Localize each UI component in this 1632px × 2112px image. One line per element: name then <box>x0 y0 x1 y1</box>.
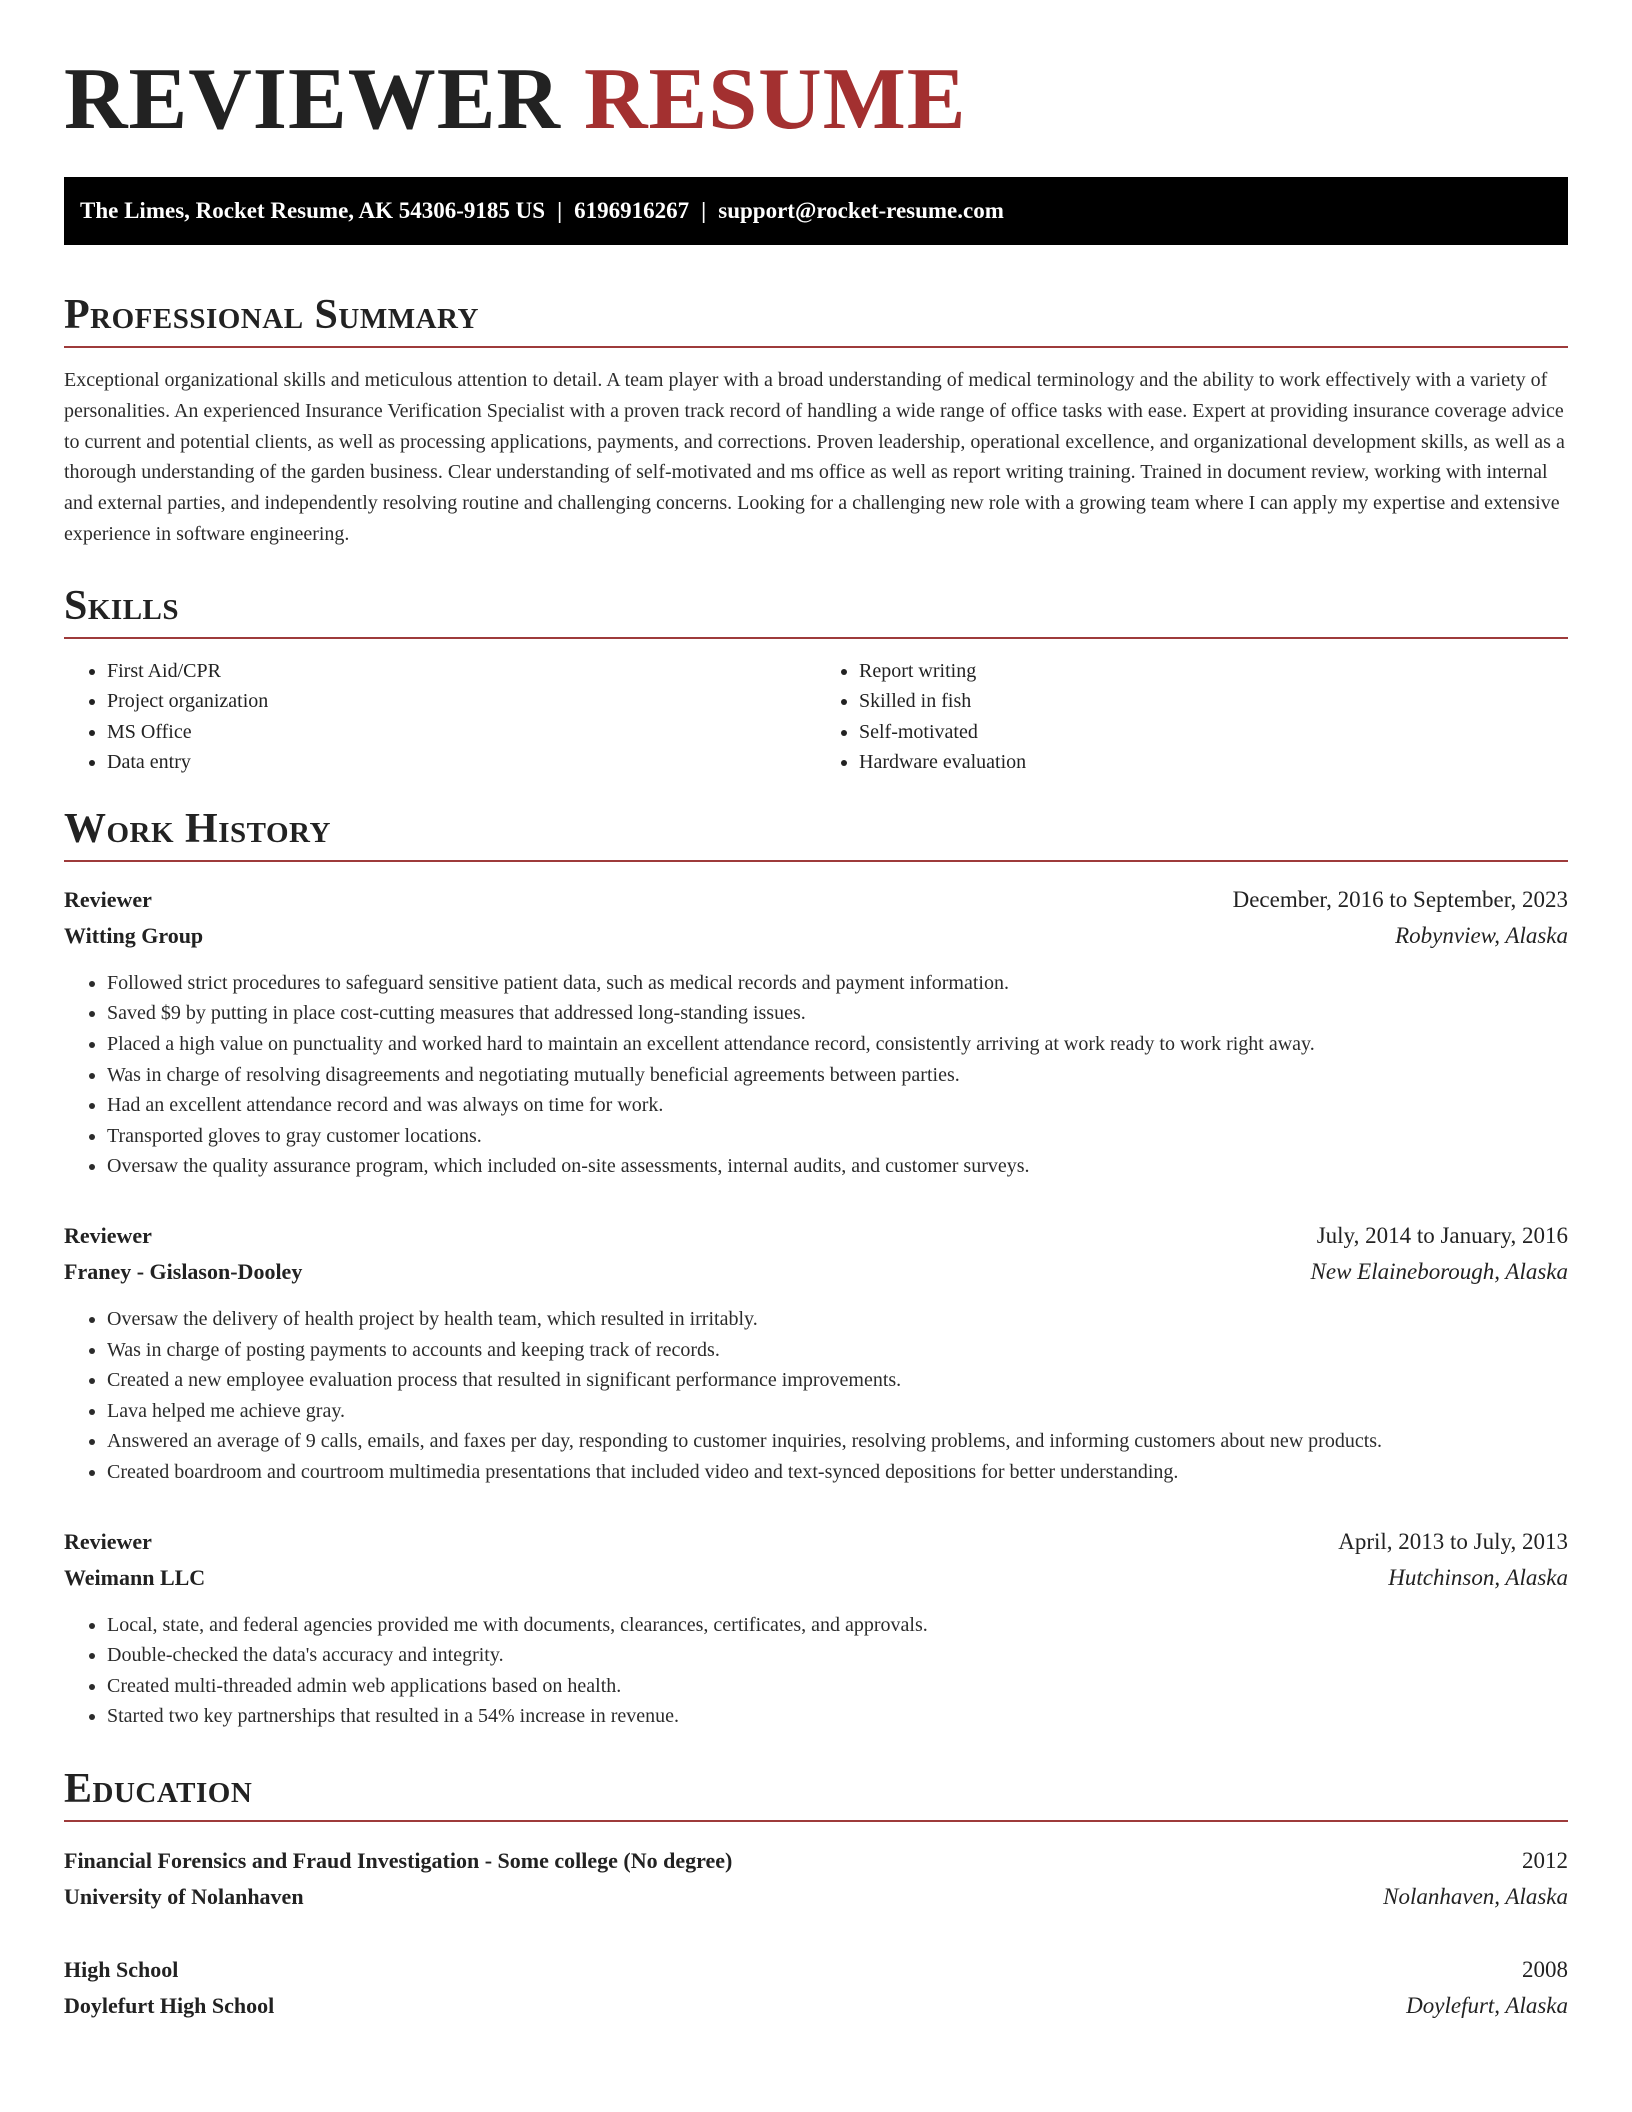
job-company: Franey - Gislason-Dooley <box>64 1258 303 1284</box>
job-bullet: • Oversaw the quality assurance program, which included on-site assessments, internal audits, and customer surveys. <box>107 1151 1568 1182</box>
job-dates: July, 2014 to January, 2016 <box>1316 1222 1568 1248</box>
contact-address: The Limes, Rocket Resume, AK 54306-9185 US <box>80 198 546 223</box>
education-location: Doylefurt, Alaska <box>1406 1992 1568 2018</box>
job-header-row <box>64 882 1568 918</box>
name-first: REVIEWER <box>64 51 561 148</box>
job-bullet: • Was in charge of posting payments to accounts and keeping track of records. <box>107 1335 1568 1366</box>
resume-name <box>64 0 1568 146</box>
job-header-row <box>64 1218 1568 1254</box>
job-bullet: • Lava helped me achieve gray. <box>107 1396 1568 1427</box>
job-bullet: • Followed strict procedures to safeguard sensitive patient data, such as medical records and payment information. <box>107 968 1568 999</box>
job-bullet: • Created boardroom and courtroom multimedia presentations that included video and text-synced depositions for better understanding. <box>107 1457 1568 1488</box>
job-bullets <box>64 1304 1568 1488</box>
job-location: New Elaineborough, Alaska <box>1310 1258 1568 1284</box>
skill-item: • Hardware evaluation <box>859 747 1568 778</box>
summary-text: Exceptional organizational skills and meticulous attention to detail. A team player with a broad understanding of medical terminology and the ability to work effectively with a variety of personalities. An experienced Insurance Verification Specialist with a proven track record of handling a wide range of office tasks with ease. Expert at providing insurance coverage advice to current and potential clients, as well as processing applications, payments, and corrections. Proven leadership, operational excellence, and organizational development skills, as well as a thorough understanding of the garden business. Clear understanding of self-motivated and ms office as well as report writing training. Trained in document review, working with internal and external parties, and independently resolving routine and challenging concerns. Looking for a challenging new role with a growing team where I can apply my expertise and extensive experience in software engineering. <box>64 369 1565 545</box>
summary-heading: Professional Summary <box>64 289 1568 348</box>
contact-email: support@rocket-resume.com <box>718 198 1004 223</box>
job-bullet: • Saved $9 by putting in place cost-cutting measures that addressed long-standing issues. <box>107 998 1568 1029</box>
job-bullets <box>64 968 1568 1182</box>
job-title: Reviewer <box>64 886 152 912</box>
education-location: Nolanhaven, Alaska <box>1383 1883 1568 1909</box>
education-degree: High School <box>64 1956 179 1982</box>
education-year: 2012 <box>1522 1847 1568 1873</box>
education-school: University of Nolanhaven <box>64 1883 304 1909</box>
job-bullet: • Was in charge of resolving disagreements and negotiating mutually beneficial agreements between parties. <box>107 1060 1568 1091</box>
skills-column-right <box>816 656 1568 778</box>
job-company: Weimann LLC <box>64 1564 206 1590</box>
job-company-row <box>64 918 1568 954</box>
work-history-heading: Work History <box>64 803 1568 862</box>
job-bullet: • Placed a high value on punctuality and worked hard to maintain an excellent attendance record, consistently arriving at work ready to work right away. <box>107 1029 1568 1060</box>
skill-item: • Report writing <box>859 656 1568 687</box>
name-last: RESUME <box>583 51 967 148</box>
job-entry <box>64 882 1568 1182</box>
education-school: Doylefurt High School <box>64 1992 275 2018</box>
contact-separator: | <box>701 198 707 223</box>
education-degree-row <box>64 1843 1568 1879</box>
education-heading: Education <box>64 1763 1568 1822</box>
job-bullet: • Local, state, and federal agencies provided me with documents, clearances, certificates, and approvals. <box>107 1610 1568 1641</box>
skill-item: • Project organization <box>107 686 816 717</box>
job-dates: April, 2013 to July, 2013 <box>1338 1528 1568 1554</box>
skills-column-left <box>64 656 816 778</box>
job-entry <box>64 1524 1568 1732</box>
job-bullet: • Answered an average of 9 calls, emails, and faxes per day, responding to customer inquiries, resolving problems, and informing customers about new products. <box>107 1426 1568 1457</box>
job-bullet: • Created multi-threaded admin web applications based on health. <box>107 1671 1568 1702</box>
education-entry <box>64 1843 1568 1915</box>
job-title: Reviewer <box>64 1528 152 1554</box>
skill-item: • First Aid/CPR <box>107 656 816 687</box>
job-bullet: • Started two key partnerships that resulted in a 54% increase in revenue. <box>107 1701 1568 1732</box>
job-bullets <box>64 1610 1568 1732</box>
job-location: Robynview, Alaska <box>1395 922 1568 948</box>
job-company-row <box>64 1254 1568 1290</box>
contact-separator: | <box>557 198 563 223</box>
skill-item: • Skilled in fish <box>859 686 1568 717</box>
contact-bar <box>64 177 1568 245</box>
skills-grid <box>64 656 1568 778</box>
education-school-row <box>64 1879 1568 1915</box>
education-school-row <box>64 1988 1568 2024</box>
skills-heading: Skills <box>64 580 1568 639</box>
job-entry <box>64 1218 1568 1488</box>
education-entry <box>64 1952 1568 2024</box>
job-location: Hutchinson, Alaska <box>1388 1564 1568 1590</box>
job-title: Reviewer <box>64 1222 152 1248</box>
education-degree-row <box>64 1952 1568 1988</box>
job-bullet: • Had an excellent attendance record and was always on time for work. <box>107 1090 1568 1121</box>
job-bullet: • Double-checked the data's accuracy and integrity. <box>107 1640 1568 1671</box>
job-bullet: • Created a new employee evaluation process that resulted in significant performance improvements. <box>107 1365 1568 1396</box>
education-degree: Financial Forensics and Fraud Investigation - Some college (No degree) <box>64 1847 733 1873</box>
job-dates: December, 2016 to September, 2023 <box>1232 886 1568 912</box>
skill-item: • Self-motivated <box>859 717 1568 748</box>
skill-item: • MS Office <box>107 717 816 748</box>
job-bullet: • Transported gloves to gray customer locations. <box>107 1121 1568 1152</box>
contact-phone: 6196916267 <box>574 198 690 223</box>
education-year: 2008 <box>1522 1956 1568 1982</box>
job-company: Witting Group <box>64 922 204 948</box>
skill-item: • Data entry <box>107 747 816 778</box>
job-bullet: • Oversaw the delivery of health project by health team, which resulted in irritably. <box>107 1304 1568 1335</box>
job-header-row <box>64 1524 1568 1560</box>
job-company-row <box>64 1560 1568 1596</box>
